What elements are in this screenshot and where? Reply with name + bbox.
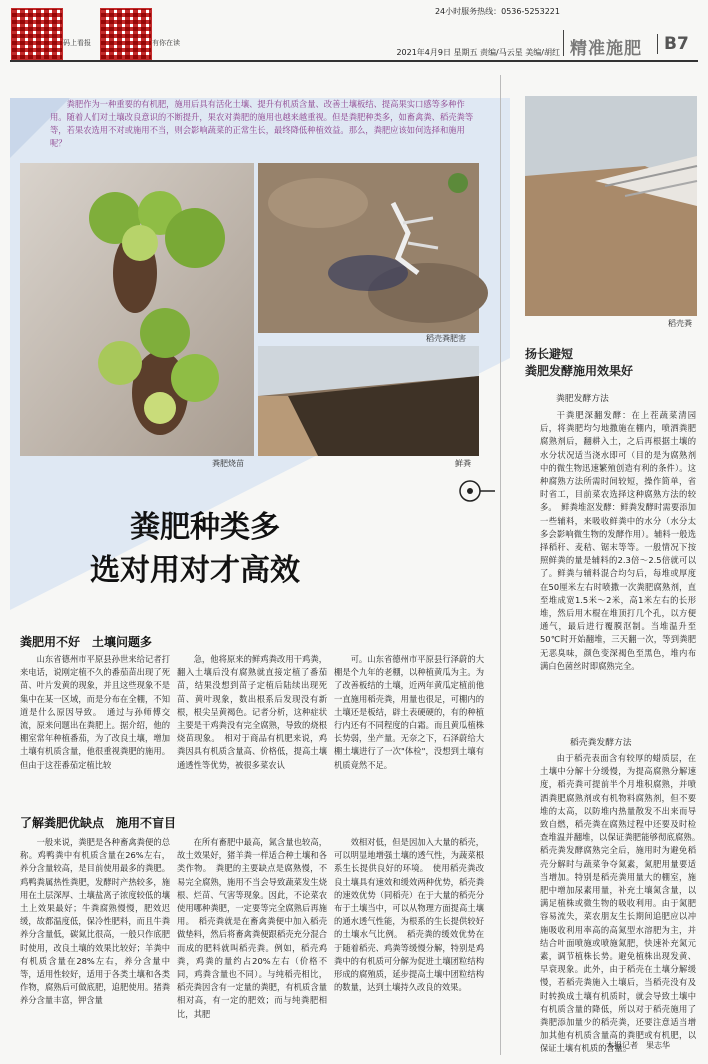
hotline: 24小时服务热线：0536-5253221: [434, 7, 560, 16]
side-text-2: 由于稻壳表面含有较厚的蜡质层，在土壤中分解十分缓慢，为提高腐熟分解速度，稻壳粪可提前半个月堆积腐熟，并喷洒粪肥腐熟剂或有机物料腐熟剂，但不要堆的太高，以防堆内热量散发不出来而导致自燃，稻壳粪在腐熟过程中还要及时检查堆温并翻堆，以保证粪肥能够彻底腐熟。 稻壳粪发酵腐熟完全后，施用时为避免稻壳分解时与蔬菜争夺氮素，氮肥用量要适当增加。特别是稻壳粪用量大的棚室，施肥中增加尿素用量，补充土壤氮含量，以满足植株或微生物的吸收利用。由于氮肥容易流失，菜农朋友生长期间追肥应以冲施吸收利用率高的高氮型水溶肥为主，并结合叶面喷施或喷施氮肥，快速补充氮元素，调节植株长势。避免植株出现发黄、早衰现象。此外，由于稻壳在土壤分解缓慢，若稻壳粪施入土壤后，当稻壳没有及时转换成土壤有机质时，就会导致土壤中有机质含量的降低，所以对于稻壳施用了粪肥添加量少的稻壳粪，还要注意适当增加其他有机质含量高的粪肥或有机肥，以保证土壤有机质的含量。: [540, 753, 705, 1054]
reporter-credit: 本报记者 果志华: [606, 1041, 670, 1050]
section1-heading: 粪肥用不好 土壤问题多: [20, 635, 153, 649]
header-rule: [10, 60, 698, 62]
photo-seedling: [20, 163, 254, 456]
date-line: 2021年4月9日 星期五 责编/马云星 美编/胡红: [396, 48, 560, 57]
photo-fresh-manure: [258, 346, 479, 456]
section2-col1: 一般来说，粪肥是各种畜禽粪便的总称。鸡鸭粪中有机质含量在26%左右，养分含量较高，是目前使用最多的粪肥。鸡鸭粪属热性粪肥，发酵时产热较多，施用在土层深厚、土壤盐离子浓度较低的壤土上效果最好；牛粪腐熟慢慢，肥效迟缓，故都温度低，保冷性肥料，而且牛粪养分含量低，碳氮比很高，一般只作底肥时使用，改良土壤的效果比较好；羊粪中有机质含量在28%左右，养分含量中等，适用性较好，适用于各类土壤和各类作物，腐熟后可做底肥，追肥使用。猪粪养分含量丰富，钾含量: [20, 837, 170, 1006]
qr-code-1[interactable]: [11, 8, 63, 60]
qr-label-2: 有你在读: [152, 39, 180, 47]
photo-rice-husk-damage: [258, 163, 479, 333]
side-sub-2: 稻壳粪发酵方法: [570, 738, 632, 748]
qr-label-1: 码上看报: [63, 39, 91, 47]
section2-col2: 在所有畜肥中最高，氮含量也较高，故土效果好，猪羊粪一样适合种土壤和各类作物。 粪肥的主要缺点是腐熟慢，不易完全腐熟，施用不当会导致蔬菜发生烧根、烂苗、气害等现象。因此，不论菜农使用哪种粪肥，一定要等完全腐熟后再施用。 稻壳粪就是在畜禽粪便中加入稻壳做垫料，然后将畜禽粪便跟稻壳充分混合而成的肥料就叫稻壳粪。例如，稻壳鸡粪，鸡粪的量约占20%左右（价格不同，鸡粪含量也不同）。与纯稻壳相比，稻壳粪因含有一定量的粪肥，有机质含量相对高，有一定的肥效；而与纯粪肥相比，其肥: [177, 837, 327, 1019]
section1-col1: 山东省德州市平原县孙世来给记者打来电话，说刚定植不久的番茄苗出现了死苗、叶片发黄的现象，并且这些现象不是集中在某一区域，而是分布在全棚，不知道是什么原因导致。 通过与孙师傅交流，原来问题出在粪肥上。据介绍，他的棚室常年种植番茄，为了改良土壤，增加土壤有机质含量，他很重视粪肥的施用。但由于这茬番茄定植比较: [20, 654, 170, 770]
section2-heading: 了解粪肥优缺点 施用不盲目: [20, 816, 177, 830]
header-divider: [563, 30, 564, 56]
intro-paragraph: 粪肥作为一种重要的有机肥，施用后具有活化土壤、提升有机质含量、改善土壤板结、提高果实口感等多种作用。随着人们对土壤改良意识的不断提升，果农对粪肥的施用也越来越重视。但是粪肥种类多，如畜禽粪、稻壳粪等等，若果农选用不对或施用不当，则会影响蔬菜的正常生长，最终降低种植效益。那么，粪肥应该如何选择和施用呢？: [50, 99, 474, 148]
photo-rice-husk: [525, 96, 697, 316]
caption-rice-husk-damage: 稻壳粪肥害: [426, 334, 466, 343]
header-divider-2: [657, 34, 658, 54]
section-tag: 精准施肥: [570, 39, 642, 59]
section1-col2: 急，他将原来的鲜鸡粪改用干鸡粪，翻入土壤后没有腐熟就直接定植了番茄苗，结果没想到苗子定植后陆续出现死苗、黄叶现象，数出根系后发现没有新根，根尖呈黄褐色。记者分析，这种症状主要是干鸡粪没有完全腐熟，导致的烧根烧苗现象。 相对于商品有机肥来说，鸡粪因具有机质含量高、价格低，提高土壤通透性等优势，被很多菜农认: [177, 654, 327, 770]
side-heading-1: 扬长避短: [525, 347, 574, 361]
qr-code-2[interactable]: [100, 8, 152, 60]
caption-fresh-manure: 鲜粪: [455, 459, 471, 468]
section1-col3: 可。山东省德州市平原县行泽蔚的大棚是个九年的老棚，以种植黄瓜为主。为了改善板结的土壤，近两年黄瓜定植前他一直施用稻壳粪，用量也很足，可棚内的土壤还是板结，辟土表硬硬的，有的种植行内还有不同程度的白霜。而且黄瓜植株长势弱，坐产量。无奈之下，石泽蔚给大棚土壤进行了一次"体检"，没想到土壤有机质竟然不足。: [334, 654, 484, 770]
caption-seedling: 粪肥烧苗: [212, 459, 244, 468]
caption-rice-husk: 稻壳粪: [668, 319, 692, 328]
main-title-line1: 粪肥种类多: [130, 510, 280, 545]
side-heading-2: 粪肥发酵施用效果好: [525, 364, 634, 378]
ornament-circle: [455, 476, 495, 506]
side-sub-1: 粪肥发酵方法: [556, 394, 609, 404]
column-divider: [500, 75, 501, 1055]
section2-col3: 效相对低，但是因加入大量的稻壳，可以明显地增强土壤的透气性，为蔬菜根系生长提供良好的环境。 使用稻壳粪改良土壤具有速效和缓效两种优势，稻壳粪的速效优势（同稻壳）在于大量的稻壳分布于土壤当中，可以从物理方面提高土壤的通水透气性能，为根系的生长提供较好的土壤水气比例。 稻壳粪的缓效优势在于随着稻壳、鸡粪等缓慢分解，特别是鸡粪中的有机质可分解为促进土壤团粒结构形成的腐殖质，延步提高土壤中团粒结构的数量，达到土壤持久改良的效果。: [334, 837, 484, 993]
main-title-line2: 选对用对才高效: [90, 553, 300, 588]
side-text-1: 干粪肥深翻发酵：在上茬蔬菜清园后，将粪肥均匀地撒施在棚内，喷洒粪肥腐熟剂后，翻耕入土，之后再根据土壤的水分状况适当浇水即可（目的是为腐熟剂中的微生物迅速繁殖创造有利的条件）。这种腐熟方法所需时间较短，操作简单，省时省工，目前菜农选择这种腐熟方法的较多。 鲜粪堆沤发酵：鲜粪发酵时需要添加一些辅料，来吸收鲜粪中的水分（水分太多会影响微生物的发酵作用）。辅料一般选择稻秆、麦秸、锯末等等。一般情况下按照鲜粪的量是辅料的2.3倍～2.5倍就可以了。鲜粪与辅料混合均匀后，每堆或厚度在50厘米左右时喷撒一次粪肥腐熟剂，直至堆成宽1.5米～2米，高1米左右的长形堆，然后用木棍在堆顶打几个孔，以方便通气，最后进行覆膜沤制。当堆温升至50℃时开始翻堆，三天翻一次，等到粪肥无恶臭味，颜色变深褐色至黑色，堆内布满白色菌丝时即腐熟完全。: [540, 410, 696, 671]
page-number: B7: [664, 34, 689, 54]
